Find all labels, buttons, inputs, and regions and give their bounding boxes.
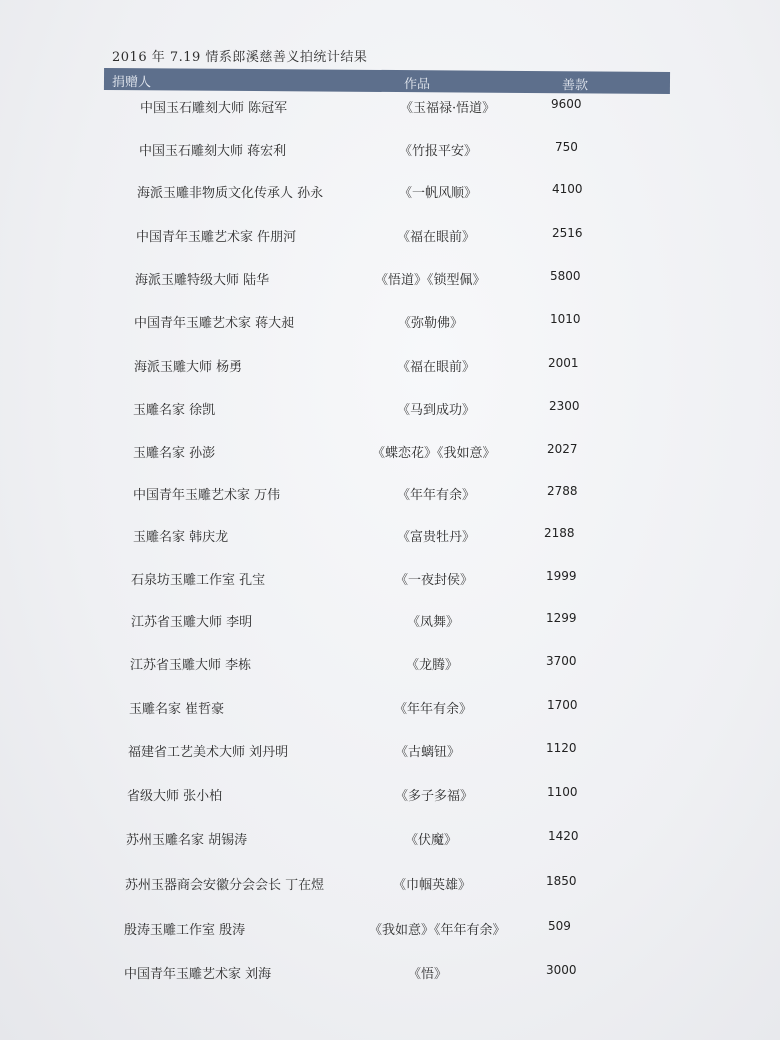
table-row xyxy=(0,140,780,162)
amount-cell: 750 xyxy=(555,140,578,154)
work-cell: 《福在眼前》 xyxy=(397,360,476,375)
table-row xyxy=(0,356,780,378)
work-cell: 《一帆风顺》 xyxy=(399,186,478,201)
table-row xyxy=(0,526,780,548)
column-header-work: 作品 xyxy=(403,77,431,93)
donor-cell: 玉雕名家 韩庆龙 xyxy=(133,530,229,545)
donor-cell: 中国青年玉雕艺术家 蒋大昶 xyxy=(134,316,295,331)
column-header-donor: 捐赠人 xyxy=(111,75,152,91)
amount-cell: 2001 xyxy=(548,356,579,370)
work-cell: 《年年有余》 xyxy=(394,702,473,717)
table-row xyxy=(0,182,780,204)
donor-cell: 石泉坊玉雕工作室 孔宝 xyxy=(131,573,266,588)
amount-cell: 2516 xyxy=(552,226,583,240)
table-row xyxy=(0,654,780,676)
amount-cell: 1120 xyxy=(546,741,577,755)
work-cell: 《竹报平安》 xyxy=(399,144,478,159)
donor-cell: 殷涛玉雕工作室 殷涛 xyxy=(124,923,246,938)
amount-cell: 2300 xyxy=(549,399,580,413)
amount-cell: 3700 xyxy=(546,654,577,668)
table-row xyxy=(0,919,780,941)
table-row xyxy=(0,226,780,248)
table-row xyxy=(0,399,780,421)
donor-cell: 中国玉石雕刻大师 蒋宏利 xyxy=(139,144,287,159)
donor-cell: 玉雕名家 徐凯 xyxy=(133,403,216,418)
table-row xyxy=(0,741,780,763)
donor-cell: 海派玉雕大师 杨勇 xyxy=(134,360,243,375)
work-cell: 《多子多福》 xyxy=(395,789,474,804)
amount-cell: 1999 xyxy=(546,569,577,583)
amount-cell: 1850 xyxy=(546,874,577,888)
work-cell: 《一夜封侯》 xyxy=(395,573,474,588)
donor-cell: 海派玉雕特级大师 陆华 xyxy=(135,273,270,288)
table-row xyxy=(0,829,780,851)
work-cell: 《福在眼前》 xyxy=(397,230,476,245)
amount-cell: 1010 xyxy=(550,312,581,326)
amount-cell: 2788 xyxy=(547,484,578,498)
donor-cell: 海派玉雕非物质文化传承人 孙永 xyxy=(137,186,324,201)
donor-cell: 江苏省玉雕大师 李明 xyxy=(131,615,253,630)
donor-cell: 中国青年玉雕艺术家 仵朋河 xyxy=(136,230,297,245)
table-row xyxy=(0,611,780,633)
donor-cell: 玉雕名家 孙澎 xyxy=(133,446,216,461)
work-cell: 《伏魔》 xyxy=(405,833,458,848)
donor-cell: 中国青年玉雕艺术家 刘海 xyxy=(124,967,272,982)
amount-cell: 1299 xyxy=(546,611,577,625)
table-row xyxy=(0,484,780,506)
donor-cell: 玉雕名家 崔哲豪 xyxy=(129,702,225,717)
work-cell: 《玉福禄·悟道》 xyxy=(400,101,496,116)
work-cell: 《悟道》《锁型佩》 xyxy=(375,273,486,288)
work-cell: 《龙腾》 xyxy=(406,658,459,673)
donor-cell: 苏州玉雕名家 胡锡涛 xyxy=(126,833,248,848)
work-cell: 《富贵牡丹》 xyxy=(397,530,476,545)
table-row xyxy=(0,97,780,119)
column-header-amount: 善款 xyxy=(561,78,589,94)
work-cell: 《蝶恋花》《我如意》 xyxy=(372,446,496,461)
donor-cell: 中国青年玉雕艺术家 万伟 xyxy=(133,488,281,503)
amount-cell: 4100 xyxy=(552,182,583,196)
amount-cell: 3000 xyxy=(546,963,577,977)
table-row xyxy=(0,569,780,591)
document-title: 2016 年 7.19 情系郎溪慈善义拍统计结果 xyxy=(112,50,368,65)
work-cell: 《巾帼英雄》 xyxy=(393,878,472,893)
table-row xyxy=(0,312,780,334)
amount-cell: 509 xyxy=(548,919,571,933)
table-row xyxy=(0,874,780,896)
amount-cell: 9600 xyxy=(551,97,582,111)
work-cell: 《年年有余》 xyxy=(397,488,476,503)
amount-cell: 2188 xyxy=(544,526,575,540)
donor-cell: 福建省工艺美术大师 刘丹明 xyxy=(128,745,289,760)
donor-cell: 省级大师 张小柏 xyxy=(127,789,223,804)
amount-cell: 5800 xyxy=(550,269,581,283)
table-row xyxy=(0,269,780,291)
table-row xyxy=(0,442,780,464)
donor-cell: 中国玉石雕刻大师 陈冠军 xyxy=(140,101,288,116)
amount-cell: 2027 xyxy=(547,442,578,456)
table-row xyxy=(0,785,780,807)
donor-cell: 苏州玉器商会安徽分会会长 丁在煜 xyxy=(125,878,325,893)
work-cell: 《古螭钮》 xyxy=(395,745,461,760)
table-row xyxy=(0,698,780,720)
donor-cell: 江苏省玉雕大师 李栋 xyxy=(130,658,252,673)
table-row xyxy=(0,963,780,985)
work-cell: 《马到成功》 xyxy=(397,403,476,418)
work-cell: 《弥勒佛》 xyxy=(398,316,464,331)
amount-cell: 1420 xyxy=(548,829,579,843)
work-cell: 《我如意》《年年有余》 xyxy=(369,923,506,938)
amount-cell: 1700 xyxy=(547,698,578,712)
work-cell: 《悟》 xyxy=(408,967,448,982)
amount-cell: 1100 xyxy=(547,785,578,799)
work-cell: 《凤舞》 xyxy=(407,615,460,630)
